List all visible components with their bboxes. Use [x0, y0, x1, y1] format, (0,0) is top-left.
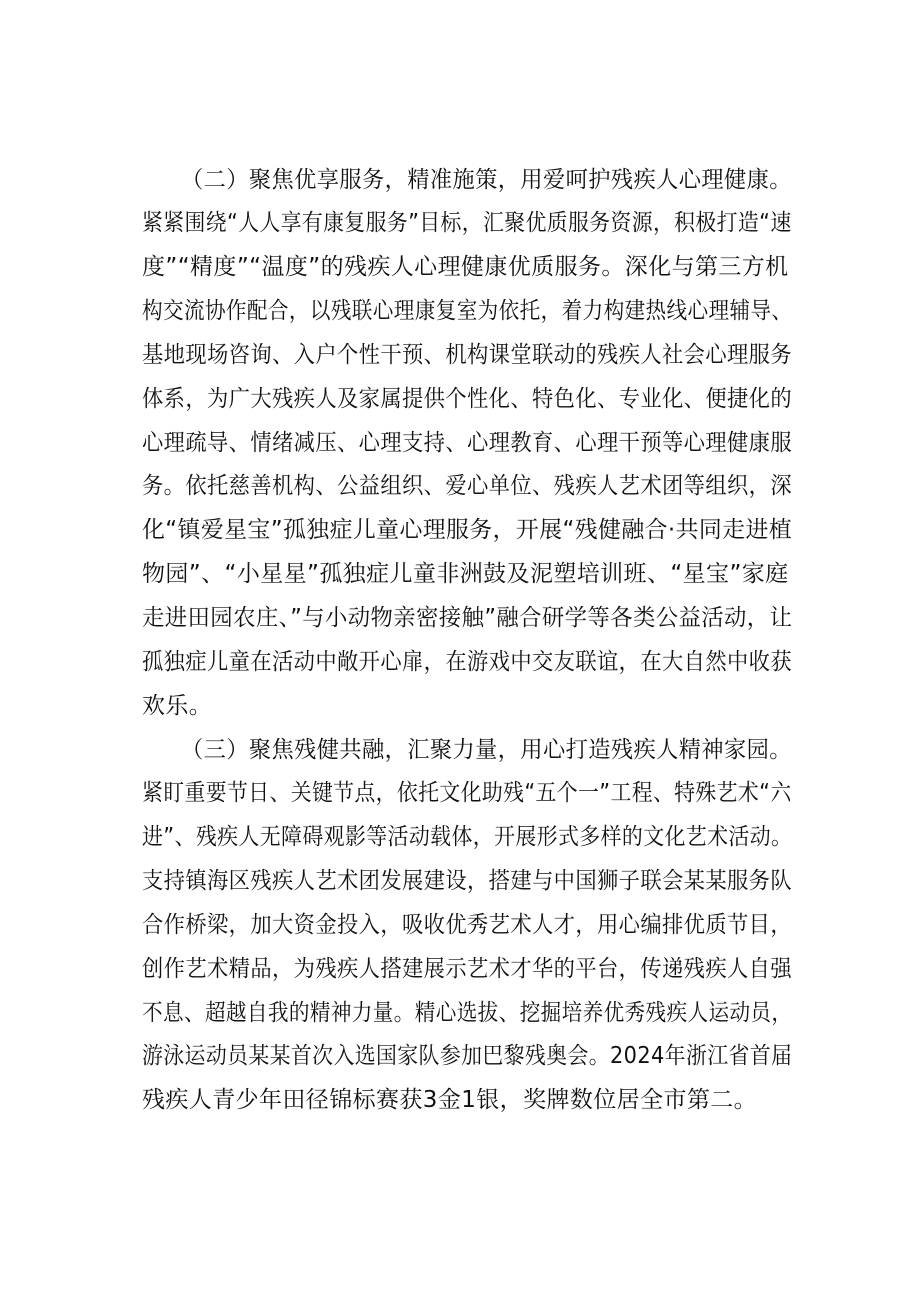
body-line: 心理疏导、情绪减压、心理支持、心理教育、心理干预等心理健康服: [142, 430, 792, 456]
body-line: 欢乐。: [142, 693, 213, 719]
body-line: 物园”、“小星星”孤独症儿童非洲鼓及泥塑培训班、“星宝”家庭: [142, 561, 789, 587]
body-line: 不息、超越自我的精神力量。精心选拔、挖掘培养优秀残疾人运动员，: [142, 1000, 793, 1026]
section-three-heading: （三）聚焦残健共融，汇聚力量，用心打造残疾人精神家园。: [181, 737, 792, 763]
body-line: 基地现场咨询、入户个性干预、机构课堂联动的残疾人社会心理服务: [142, 342, 792, 368]
body-line: 紧盯重要节日、关键节点，依托文化助残“五个一”工程、特殊艺术“六: [142, 780, 792, 806]
body-line: 合作桥梁，加大资金投入，吸收优秀艺术人才，用心编排优质节目，: [142, 912, 792, 938]
body-line: 走进田园农庄、”与小动物亲密接触”融合研学等各类公益活动，让: [142, 605, 793, 631]
body-line: 务。依托慈善机构、公益组织、爱心单位、残疾人艺术团等组织，深: [142, 473, 792, 499]
body-line: 孤独症儿童在活动中敞开心扉，在游戏中交友联谊，在大自然中收获: [142, 649, 792, 675]
body-line: 体系，为广大残疾人及家属提供个性化、特色化、专业化、便捷化的: [142, 386, 792, 412]
body-line: 游泳运动员某某首次入选国家队参加巴黎残奥会。2024年浙江省首届: [142, 1043, 793, 1069]
section-two-heading: （二）聚焦优享服务，精准施策，用爱呵护残疾人心理健康。: [181, 167, 792, 193]
body-line: 化“镇爱星宝”孤独症儿童心理服务，开展“残健融合·共同走进植: [142, 517, 793, 543]
body-line: 支持镇海区残疾人艺术团发展建设，搭建与中国狮子联会某某服务队: [142, 868, 792, 894]
body-line: 紧紧围绕“人人享有康复服务”目标，汇聚优质服务资源，积极打造“速: [142, 210, 792, 236]
body-line: 度”“精度”“温度”的残疾人心理健康优质服务。深化与第三方机: [142, 254, 789, 280]
body-line: 残疾人青少年田径锦标赛获3金1银，奖牌数位居全市第二。: [142, 1087, 758, 1113]
body-line: 构交流协作配合，以残联心理康复室为依托，着力构建热线心理辅导、: [142, 298, 793, 324]
body-line: 进”、残疾人无障碍观影等活动载体，开展形式多样的文化艺术活动。: [142, 824, 793, 850]
body-line: 创作艺术精品，为残疾人搭建展示艺术才华的平台，传递残疾人自强: [142, 956, 792, 982]
